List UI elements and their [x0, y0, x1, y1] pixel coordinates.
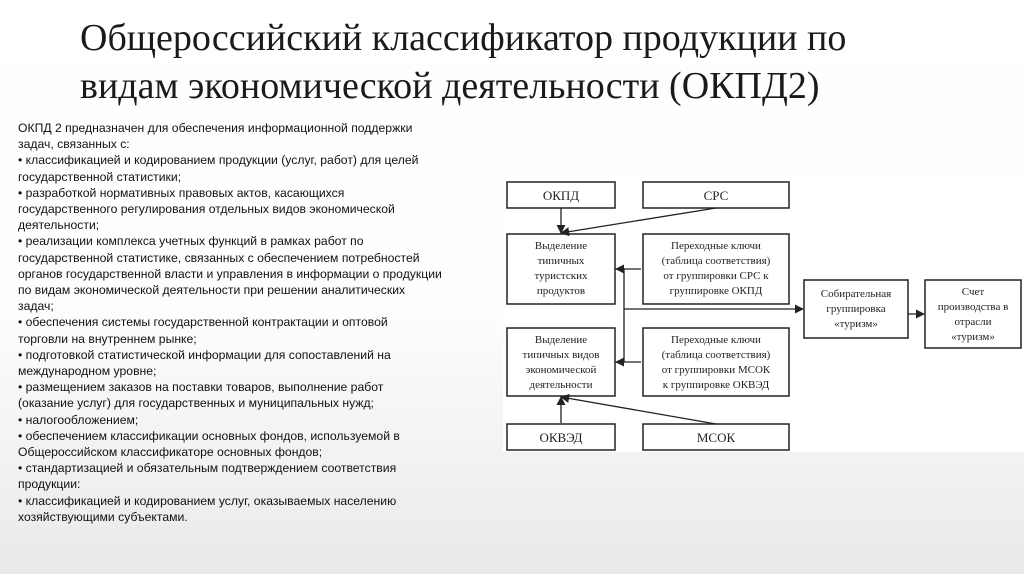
account-line: Счет — [961, 286, 985, 298]
tourist-activities-line: экономической — [525, 364, 597, 376]
slide-title — [80, 14, 980, 110]
title-line-2: видам экономической деятельности (ОКПД2) — [80, 65, 820, 107]
tourist-products-line: Выделение — [534, 240, 588, 252]
keys-msok-line: от группировки МСОК — [661, 364, 771, 376]
keys-src-line: (таблица соответствия) — [661, 255, 771, 267]
body-line: органов государственной власти и управления в информации о продукции — [18, 266, 442, 281]
src-box — [643, 182, 789, 208]
body-line: по видам экономической деятельности при решении аналитических — [18, 283, 406, 298]
body-line: • подготовкой статистической информации для сопоставлений на — [18, 347, 391, 362]
diagram-svg — [503, 176, 1024, 452]
body-line: задач, связанных с: — [18, 137, 130, 152]
body-line: (оказание услуг) для государственных и муниципальных нужд; — [18, 396, 374, 411]
src-label: СРС — [703, 188, 729, 203]
msok-box — [643, 424, 789, 450]
body-line: государственной статистике, связанных с обеспечением потребностей — [18, 250, 420, 265]
body-line: государственной статистики; — [18, 169, 182, 184]
tourist-products-box — [507, 234, 615, 304]
body-line: торговли на внутреннем рынке; — [18, 331, 197, 346]
tourist-activities-line: типичных видов — [522, 349, 600, 361]
body-line: государственного регулирования отдельных видов экономической — [18, 202, 395, 217]
arrow-msok-to-activities — [561, 397, 716, 424]
grouping-box — [804, 280, 908, 338]
tourist-products-line: продуктов — [536, 285, 586, 297]
body-line: Общероссийском классификаторе основных фондов; — [18, 445, 323, 460]
keys-src-line: Переходные ключи — [671, 240, 761, 252]
body-line: задач; — [18, 299, 54, 314]
body-line: продукции: — [18, 477, 81, 492]
account-line: отрасли — [954, 316, 992, 328]
body-line: • налогообложением; — [18, 412, 139, 427]
keys-msok-line: Переходные ключи — [671, 334, 761, 346]
account-line: «туризм» — [951, 331, 995, 343]
body-line: • обеспечением классификации основных фондов, используемой в — [18, 428, 400, 443]
body-line: • обеспечения системы государственной контрактации и оптовой — [18, 315, 388, 330]
body-line: • разработкой нормативных правовых актов, касающихся — [18, 185, 345, 200]
body-line: хозяйствующими субъектами. — [18, 509, 188, 524]
keys-src-box — [643, 234, 789, 304]
keys-src-line: группировке ОКПД — [669, 285, 763, 297]
okved-label: ОКВЭД — [539, 430, 583, 445]
body-line: ОКПД 2 предназначен для обеспечения информационной поддержки — [18, 121, 413, 135]
grouping-line: Собирательная — [820, 288, 892, 300]
body-line: международном уровне; — [18, 364, 157, 379]
body-line: • реализации комплекса учетных функций в рамках работ по — [18, 234, 364, 249]
tourist-activities-box — [507, 328, 615, 396]
okpd-box — [507, 182, 615, 208]
grouping-line: «туризм» — [834, 318, 878, 330]
body-line: • стандартизацией и обязательным подтверждением соответствия — [18, 461, 397, 476]
keys-msok-line: (таблица соответствия) — [661, 349, 771, 361]
body-line: • классификацией и кодированием услуг, оказываемых населению — [18, 493, 397, 508]
msok-label: МСОК — [696, 430, 736, 445]
keys-msok-box — [643, 328, 789, 396]
account-box — [925, 280, 1021, 348]
arrow-activities-to-grouping — [615, 309, 624, 362]
title-line-1: Общероссийский классификатор продукции по — [80, 17, 847, 59]
account-line: производства в — [937, 301, 1009, 313]
tourism-classification-diagram — [503, 176, 1024, 452]
tourist-activities-line: Выделение — [534, 334, 588, 346]
okpd-label: ОКПД — [542, 188, 580, 203]
tourist-products-line: типичных — [537, 255, 585, 267]
body-line: деятельности; — [18, 218, 100, 233]
keys-msok-line: к группировке ОКВЭД — [662, 379, 770, 391]
grouping-line: группировка — [826, 303, 886, 315]
tourist-activities-line: деятельности — [529, 379, 593, 391]
body-line: • размещением заказов на поставки товаров, выполнение работ — [18, 380, 384, 395]
body-text — [18, 120, 508, 525]
okved-box — [507, 424, 615, 450]
body-line: • классификацией и кодированием продукции (услуг, работ) для целей — [18, 153, 419, 168]
tourist-products-line: туристских — [534, 270, 588, 282]
keys-src-line: от группировки СРС к — [663, 270, 769, 282]
arrow-src-to-products — [561, 208, 716, 233]
